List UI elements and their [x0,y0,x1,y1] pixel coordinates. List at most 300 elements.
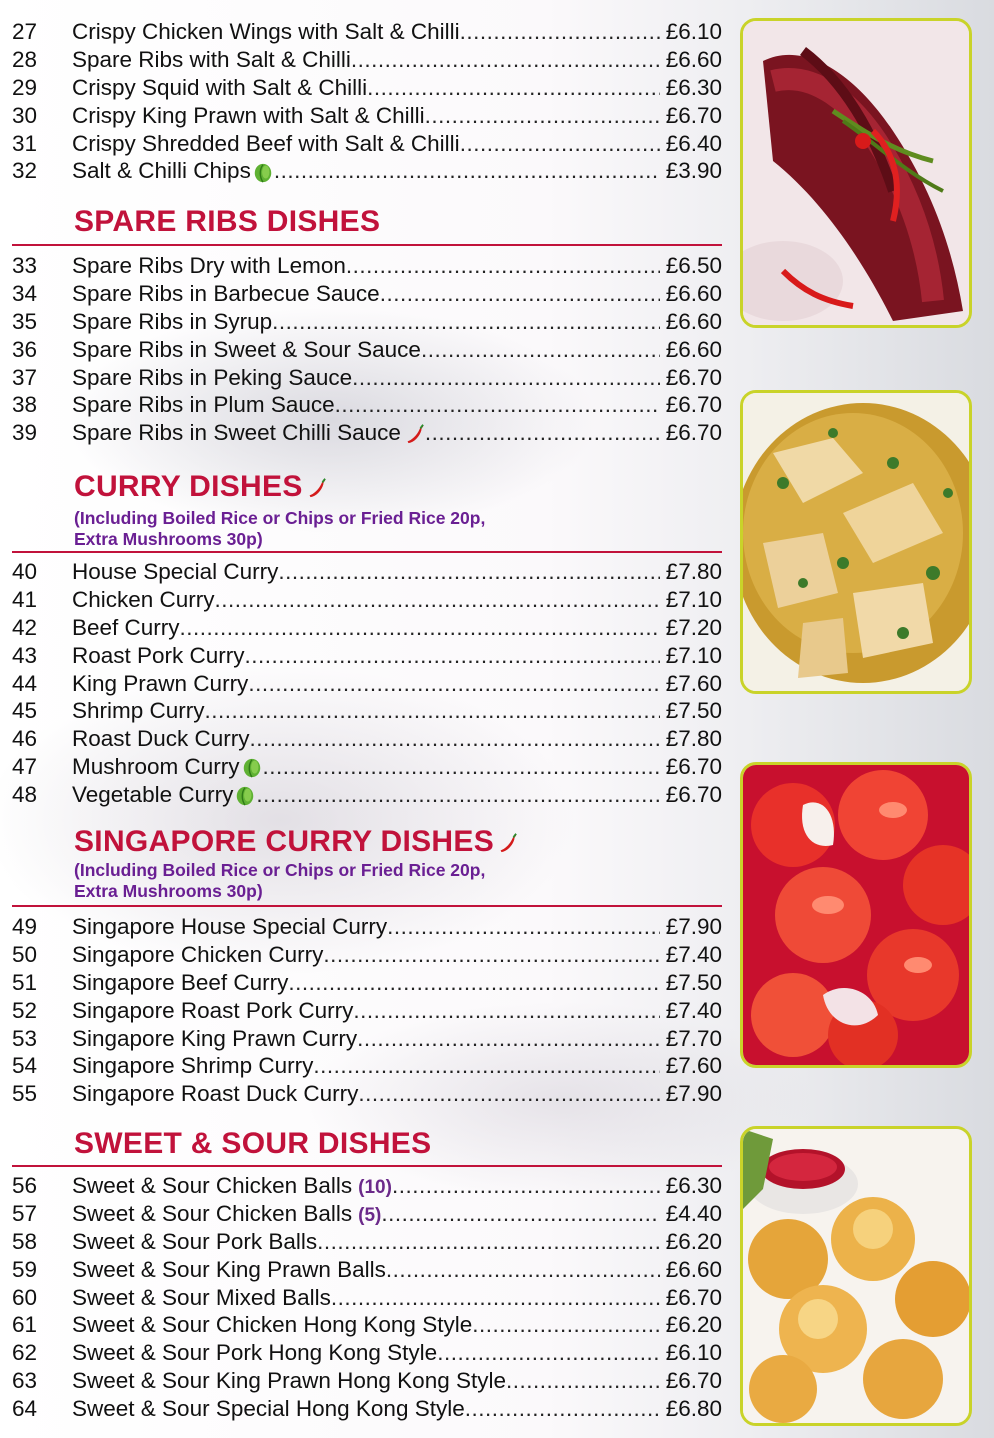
item-name [72,18,460,46]
item-line [72,586,660,614]
curry-title-text: CURRY DISHES [74,470,303,503]
item-number: 28 [12,46,38,72]
dot-leader [335,391,660,419]
dot-leader [256,781,660,809]
item-number: 58 [12,1228,38,1254]
item-name [72,725,250,753]
item-name [72,1172,392,1202]
menu-item [0,941,728,969]
menu-item [0,997,728,1025]
item-line [72,1080,660,1108]
item-line [72,670,660,698]
item-name-text: Singapore King Prawn Curry [72,1025,358,1051]
menu-item [0,753,728,781]
item-line [72,336,660,364]
item-number: 49 [12,914,38,939]
item-name-text: Sweet & Sour Mixed Balls [72,1284,331,1310]
item-name [72,252,346,280]
item-name-text: Singapore Roast Pork Curry [72,997,354,1023]
item-price: £7.10 [665,586,722,612]
item-number: 59 [12,1256,38,1282]
menu-item [0,642,728,670]
item-price: £7.50 [665,969,722,995]
curry-items [0,558,728,809]
item-name-text: Crispy Chicken Wings with Salt & Chilli [72,19,460,44]
item-number: 45 [12,698,38,724]
dot-leader [351,46,660,74]
item-line [72,614,660,642]
item-price: £6.10 [665,1340,722,1366]
singapore-note-line-2: Extra Mushrooms 30p) [74,881,263,901]
menu-item [0,1395,728,1423]
menu-item [0,614,728,642]
item-number: 60 [12,1284,38,1310]
item-price: £6.70 [665,754,722,780]
dot-leader [288,969,660,997]
item-number: 55 [12,1081,38,1107]
menu-item [0,586,728,614]
menu-item [0,969,728,997]
item-price: £6.30 [665,1173,722,1198]
item-line [72,419,660,447]
item-name-text: Sweet & Sour Special Hong Kong Style [72,1396,465,1422]
item-line [72,252,660,280]
item-name-text: Crispy Squid with Salt & Chilli [72,74,368,100]
dot-leader [250,725,660,753]
dot-leader [358,1080,660,1108]
item-price: £7.80 [665,726,722,752]
item-name-text: Sweet & Sour Pork Balls [72,1228,318,1254]
dot-leader [278,558,660,586]
dot-leader [352,364,660,392]
item-name [72,46,351,74]
leaf-icon [241,757,263,779]
item-number: 46 [12,726,38,752]
item-line [72,74,660,102]
item-name [72,391,335,419]
item-price: £6.70 [665,1284,722,1310]
item-line [72,969,660,997]
item-price: £6.20 [665,1312,722,1338]
dot-leader [248,670,660,698]
dot-leader [472,1311,660,1339]
item-number: 40 [12,559,38,584]
item-name [72,1256,386,1284]
item-price: £7.40 [665,941,722,967]
item-name-text: Sweet & Sour Chicken Balls [72,1200,353,1226]
menu-item [0,913,728,941]
item-line [72,130,660,158]
photo-curry [740,390,972,694]
item-number: 29 [12,74,38,100]
item-number: 51 [12,969,38,995]
item-name-text: King Prawn Curry [72,670,249,696]
item-price: £7.80 [665,559,722,584]
item-price: £6.60 [665,46,722,72]
dot-leader [272,308,660,336]
chili-icon [496,832,518,854]
menu-item [0,1311,728,1339]
salt-chilli-items [0,18,728,185]
item-name [72,614,180,642]
item-name [72,1025,357,1053]
item-line [72,642,660,670]
item-name-text: Sweet & Sour Chicken Balls [72,1173,353,1198]
item-name-text: Spare Ribs in Barbecue Sauce [72,280,380,306]
item-name [72,1284,331,1312]
dot-leader [205,697,660,725]
chili-icon [403,423,425,445]
item-name-text: Mushroom Curry [72,754,240,780]
item-name [72,1367,506,1395]
item-price: £7.50 [665,698,722,724]
item-price: £7.60 [665,1053,722,1079]
item-number: 31 [12,130,38,156]
item-number: 47 [12,754,38,780]
dot-leader [180,614,660,642]
item-line [72,364,660,392]
sweet-sour-items [0,1172,728,1423]
item-name-text: Roast Pork Curry [72,642,245,668]
dot-leader [245,642,660,670]
item-number: 61 [12,1312,38,1338]
item-line [72,102,660,130]
chili-icon-slot [303,470,327,503]
item-price: £6.70 [665,364,722,390]
menu-item [0,1052,728,1080]
spare-ribs-items [0,252,728,447]
item-name-text: Singapore House Special Curry [72,914,388,939]
dot-leader [425,419,660,447]
item-line [72,157,660,185]
menu-item [0,1200,728,1228]
item-name-text: Sweet & Sour King Prawn Balls [72,1256,386,1282]
dot-leader [357,1025,660,1053]
item-name-text: Beef Curry [72,614,180,640]
dot-leader [367,74,660,102]
item-name [72,753,263,781]
item-number: 33 [12,253,38,278]
item-line [72,913,660,941]
item-line [72,1339,660,1367]
divider [12,244,722,246]
item-line [72,1256,660,1284]
menu-item [0,46,728,74]
menu-item [0,364,728,392]
item-price: £7.70 [665,1025,722,1051]
item-number: 38 [12,392,38,418]
chili-icon-slot [494,825,518,858]
menu-item [0,1256,728,1284]
item-name [72,1311,472,1339]
item-line [72,280,660,308]
item-name [72,1080,358,1108]
menu-item [0,1367,728,1395]
item-name [72,336,421,364]
photo-chicken-balls [740,1126,972,1426]
menu-item [0,725,728,753]
item-name-text: Singapore Chicken Curry [72,941,324,967]
item-price: £4.40 [665,1200,722,1226]
item-name [72,969,288,997]
item-line [72,1395,660,1423]
dot-leader [387,913,660,941]
section-title-spare-ribs: SPARE RIBS DISHES [74,205,381,238]
item-price: £7.60 [665,670,722,696]
item-name [72,697,205,725]
item-price: £6.70 [665,420,722,446]
item-line [72,18,660,46]
singapore-title-text: SINGAPORE CURRY DISHES [74,825,495,858]
item-price: £6.60 [665,280,722,306]
item-number: 50 [12,941,38,967]
item-price: £6.80 [665,1396,722,1422]
item-name [72,74,367,102]
photo-sweet-sour-chicken [740,762,972,1068]
item-line [72,1228,660,1256]
menu-item [0,558,728,586]
dot-leader [392,1172,660,1200]
item-price: £7.90 [665,1081,722,1107]
dot-leader [313,1052,660,1080]
menu-item [0,781,728,809]
item-price: £7.90 [665,914,722,939]
dot-leader [437,1339,660,1367]
menu-item [0,1025,728,1053]
item-line [72,391,660,419]
item-name [72,586,215,614]
item-line [72,1311,660,1339]
item-price: £6.60 [665,1256,722,1282]
menu-item [0,391,728,419]
item-price: £7.20 [665,614,722,640]
menu-item [0,18,728,46]
menu-item [0,102,728,130]
item-name [72,364,352,392]
dot-leader [215,586,660,614]
photo-spare-ribs [740,18,972,328]
menu-item [0,280,728,308]
item-price: £6.70 [665,782,722,808]
menu-item [0,1080,728,1108]
item-number: 53 [12,1025,38,1051]
item-name [72,1200,381,1230]
singapore-items [0,913,728,1108]
menu-item [0,252,728,280]
item-price: £7.10 [665,642,722,668]
item-price: £6.10 [665,19,722,44]
item-number: 36 [12,336,38,362]
dot-leader [346,252,660,280]
item-name [72,913,387,941]
item-name [72,308,272,336]
item-quantity: (5) [358,1204,382,1226]
item-name-text: Spare Ribs in Peking Sauce [72,364,353,390]
menu-item [0,1228,728,1256]
item-number: 41 [12,586,38,612]
item-name [72,1339,437,1367]
chili-icon [305,477,327,499]
item-number: 52 [12,997,38,1023]
menu-item [0,74,728,102]
item-name-text: Spare Ribs Dry with Lemon [72,253,346,278]
menu-item [0,1339,728,1367]
divider [12,551,722,553]
dot-leader [465,1395,660,1423]
item-price: £6.20 [665,1228,722,1254]
dot-leader [323,941,660,969]
item-line [72,781,660,809]
item-number: 35 [12,308,38,334]
item-number: 27 [12,19,38,44]
dot-leader [331,1284,660,1312]
item-name-text: Vegetable Curry [72,782,234,808]
section-title-curry [74,470,327,504]
item-name [72,157,274,185]
item-line [72,1284,660,1312]
item-number: 30 [12,102,38,128]
dot-leader [506,1367,660,1395]
leaf-icon [234,785,256,807]
item-name-text: Spare Ribs in Syrup [72,308,273,334]
item-name-text: Sweet & Sour King Prawn Hong Kong Style [72,1368,506,1394]
dot-leader [274,157,660,185]
item-name-text: Spare Ribs in Sweet Chilli Sauce [72,420,401,446]
item-name-text: Salt & Chilli Chips [72,158,251,184]
dot-leader [460,18,660,46]
menu-item [0,130,728,158]
item-name [72,642,245,670]
dot-leader [263,753,660,781]
item-line [72,308,660,336]
item-line [72,753,660,781]
menu-item [0,419,728,447]
item-line [72,1025,660,1053]
item-line [72,697,660,725]
item-line [72,1172,660,1202]
item-name-text: House Special Curry [72,559,279,584]
item-name [72,1228,317,1256]
item-name-text: Crispy Shredded Beef with Salt & Chilli [72,130,460,156]
item-name-text: Sweet & Sour Chicken Hong Kong Style [72,1312,473,1338]
item-number: 64 [12,1396,38,1422]
item-name-text: Singapore Shrimp Curry [72,1053,314,1079]
item-line [72,997,660,1025]
item-number: 54 [12,1053,38,1079]
item-price: £7.40 [665,997,722,1023]
dot-leader [425,102,660,130]
item-price: £6.50 [665,253,722,278]
item-name-text: Roast Duck Curry [72,726,250,752]
item-line [72,46,660,74]
leaf-icon [252,162,274,184]
item-name [72,997,353,1025]
item-number: 62 [12,1340,38,1366]
item-price: £6.60 [665,336,722,362]
divider [12,905,722,907]
item-number: 34 [12,280,38,306]
item-line [72,941,660,969]
item-line [72,1367,660,1395]
section-title-singapore [74,825,518,859]
divider [12,1165,722,1167]
item-number: 37 [12,364,38,390]
item-price: £6.30 [665,74,722,100]
item-line [72,725,660,753]
item-name [72,781,256,809]
item-number: 39 [12,420,38,446]
menu-item [0,670,728,698]
dot-leader [421,336,660,364]
item-line [72,1200,660,1230]
item-number: 57 [12,1200,38,1226]
item-name-text: Spare Ribs in Sweet & Sour Sauce [72,336,421,362]
item-name-text: Singapore Roast Duck Curry [72,1081,359,1107]
item-number: 42 [12,614,38,640]
menu-item [0,336,728,364]
curry-note-line-2: Extra Mushrooms 30p) [74,529,263,549]
item-price: £6.70 [665,1368,722,1394]
item-name-text: Shrimp Curry [72,698,205,724]
item-number: 43 [12,642,38,668]
item-name [72,941,323,969]
item-price: £6.70 [665,102,722,128]
curry-note-line-1: (Including Boiled Rice or Chips or Fried Rice 20p, [74,508,486,528]
item-number: 32 [12,158,38,184]
dot-leader [381,1200,660,1228]
item-number: 56 [12,1173,38,1198]
item-name-text: Spare Ribs in Plum Sauce [72,392,335,418]
singapore-note [74,860,485,902]
item-number: 48 [12,782,38,808]
item-price: £3.90 [665,158,722,184]
curry-note [74,508,485,550]
item-name [72,280,380,308]
item-name-text: Chicken Curry [72,586,215,612]
menu-item [0,697,728,725]
item-price: £6.70 [665,392,722,418]
dot-leader [386,1256,660,1284]
item-name-text: Singapore Beef Curry [72,969,289,995]
section-title-sweet-sour: SWEET & SOUR DISHES [74,1127,432,1160]
item-name-text: Spare Ribs with Salt & Chilli [72,46,351,72]
dot-leader [380,280,660,308]
item-name-text: Sweet & Sour Pork Hong Kong Style [72,1340,438,1366]
item-name [72,130,460,158]
item-name [72,1052,313,1080]
item-name [72,102,425,130]
item-name [72,419,425,447]
item-line [72,1052,660,1080]
menu-item [0,157,728,185]
menu-item [0,1172,728,1200]
item-line [72,558,660,586]
dot-leader [460,130,660,158]
menu-item [0,308,728,336]
item-number: 63 [12,1368,38,1394]
item-number: 44 [12,670,38,696]
item-name-text: Crispy King Prawn with Salt & Chilli [72,102,425,128]
item-name [72,1395,465,1423]
item-price: £6.40 [665,130,722,156]
menu-item [0,1284,728,1312]
item-name [72,558,278,586]
item-name [72,670,248,698]
item-quantity: (10) [358,1177,392,1198]
singapore-note-line-1: (Including Boiled Rice or Chips or Fried Rice 20p, [74,860,486,880]
item-price: £6.60 [665,308,722,334]
dot-leader [317,1228,660,1256]
